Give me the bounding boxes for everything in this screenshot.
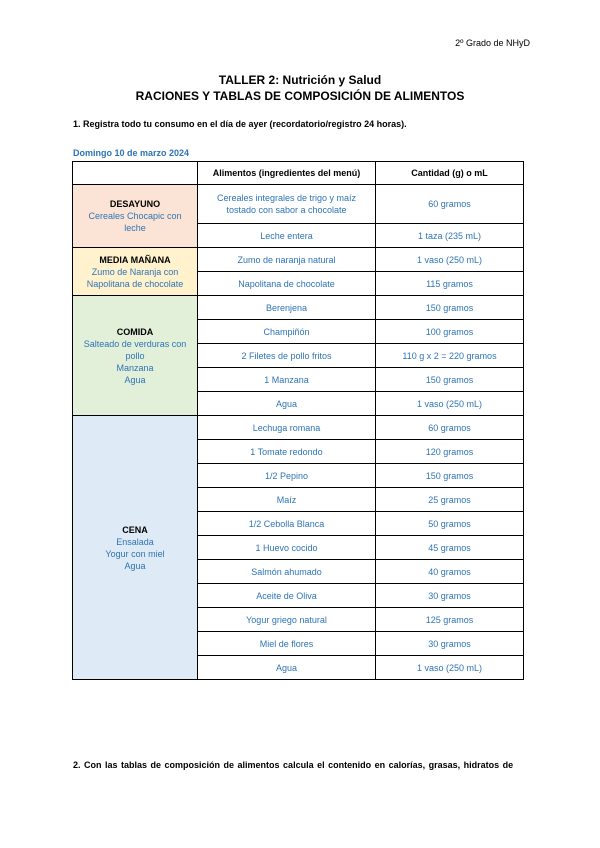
quantity-cell: 120 gramos [376, 440, 524, 464]
food-cell: Zumo de naranja natural [198, 248, 376, 272]
quantity-cell: 1 vaso (250 mL) [376, 248, 524, 272]
meal-cell-1 [73, 248, 198, 296]
quantity-cell: 100 gramos [376, 320, 524, 344]
food-cell: 1/2 Cebolla Blanca [198, 512, 376, 536]
meal-description: Zumo de Naranja con Napolitana de chocolate [86, 266, 184, 289]
food-cell: Leche entera [198, 224, 376, 248]
quantity-cell: 125 gramos [376, 608, 524, 632]
header-meal [73, 162, 198, 185]
food-cell: Aceite de Oliva [198, 584, 376, 608]
meal-description: Yogur con miel [105, 548, 165, 559]
food-cell: Agua [198, 656, 376, 680]
food-cell: Agua [198, 392, 376, 416]
table-row [73, 248, 524, 272]
food-cell: 2 Filetes de pollo fritos [198, 344, 376, 368]
quantity-cell: 150 gramos [376, 296, 524, 320]
page-title [0, 72, 600, 104]
header-quantity: Cantidad (g) o mL [376, 162, 524, 185]
meal-description: Salteado de verduras con pollo [83, 338, 187, 361]
quantity-cell: 30 gramos [376, 584, 524, 608]
food-cell: 1 Manzana [198, 368, 376, 392]
meal-cell-0 [73, 185, 198, 248]
food-cell: Napolitana de chocolate [198, 272, 376, 296]
meal-description: Cereales Chocapic con leche [88, 211, 182, 233]
quantity-cell: 60 gramos [376, 185, 524, 224]
meal-name: MEDIA MAÑANA [99, 254, 171, 265]
table-row [73, 416, 524, 440]
food-cell: Cereales integrales de trigo y maíz tostado con sabor a chocolate [198, 185, 376, 224]
meal-description: Manzana [116, 362, 154, 373]
quantity-cell: 150 gramos [376, 368, 524, 392]
title-line-2: RACIONES Y TABLAS DE COMPOSICIÓN DE ALIMENTOS [135, 89, 465, 103]
quantity-cell: 50 gramos [376, 512, 524, 536]
table-header-row [73, 162, 524, 185]
quantity-cell: 60 gramos [376, 416, 524, 440]
quantity-cell: 1 vaso (250 mL) [376, 656, 524, 680]
food-cell: Lechuga romana [198, 416, 376, 440]
food-cell: Yogur griego natural [198, 608, 376, 632]
meal-name: DESAYUNO [109, 199, 161, 209]
food-cell: Berenjena [198, 296, 376, 320]
quantity-cell: 1 vaso (250 mL) [376, 392, 524, 416]
quantity-cell: 150 gramos [376, 464, 524, 488]
food-cell: 1 Huevo cocido [198, 536, 376, 560]
food-record-table [72, 161, 524, 680]
meal-description: Ensalada [116, 536, 154, 547]
title-line-1: TALLER 2: Nutrición y Salud [218, 73, 382, 87]
meal-description: Agua [124, 374, 146, 385]
food-cell: 1 Tomate redondo [198, 440, 376, 464]
quantity-cell: 110 g x 2 = 220 gramos [376, 344, 524, 368]
food-cell: Salmón ahumado [198, 560, 376, 584]
meal-cell-3 [73, 416, 198, 680]
quantity-cell: 40 gramos [376, 560, 524, 584]
quantity-cell: 1 taza (235 mL) [376, 224, 524, 248]
quantity-cell: 115 gramos [376, 272, 524, 296]
question-2: 2. Con las tablas de composición de alimentos calcula el contenido en calorías, grasas, hidratos de [73, 760, 514, 770]
quantity-cell: 30 gramos [376, 632, 524, 656]
question-1: 1. Registra todo tu consumo en el día de ayer (recordatorio/registro 24 horas). [73, 119, 407, 129]
table-row [73, 296, 524, 320]
quantity-cell: 25 gramos [376, 488, 524, 512]
food-cell: Champiñón [198, 320, 376, 344]
header-food: Alimentos (ingredientes del menú) [198, 162, 376, 185]
table-row [73, 185, 524, 224]
meal-name: CENA [122, 524, 148, 535]
quantity-cell: 45 gramos [376, 536, 524, 560]
meal-name: COMIDA [116, 326, 154, 337]
course-label: 2º Grado de NHyD [455, 38, 530, 48]
record-date: Domingo 10 de marzo 2024 [73, 148, 190, 158]
table-body [73, 185, 524, 680]
meal-description: Agua [124, 560, 146, 571]
food-cell: 1/2 Pepino [198, 464, 376, 488]
food-cell: Miel de flores [198, 632, 376, 656]
meal-cell-2 [73, 296, 198, 416]
food-cell: Maíz [198, 488, 376, 512]
